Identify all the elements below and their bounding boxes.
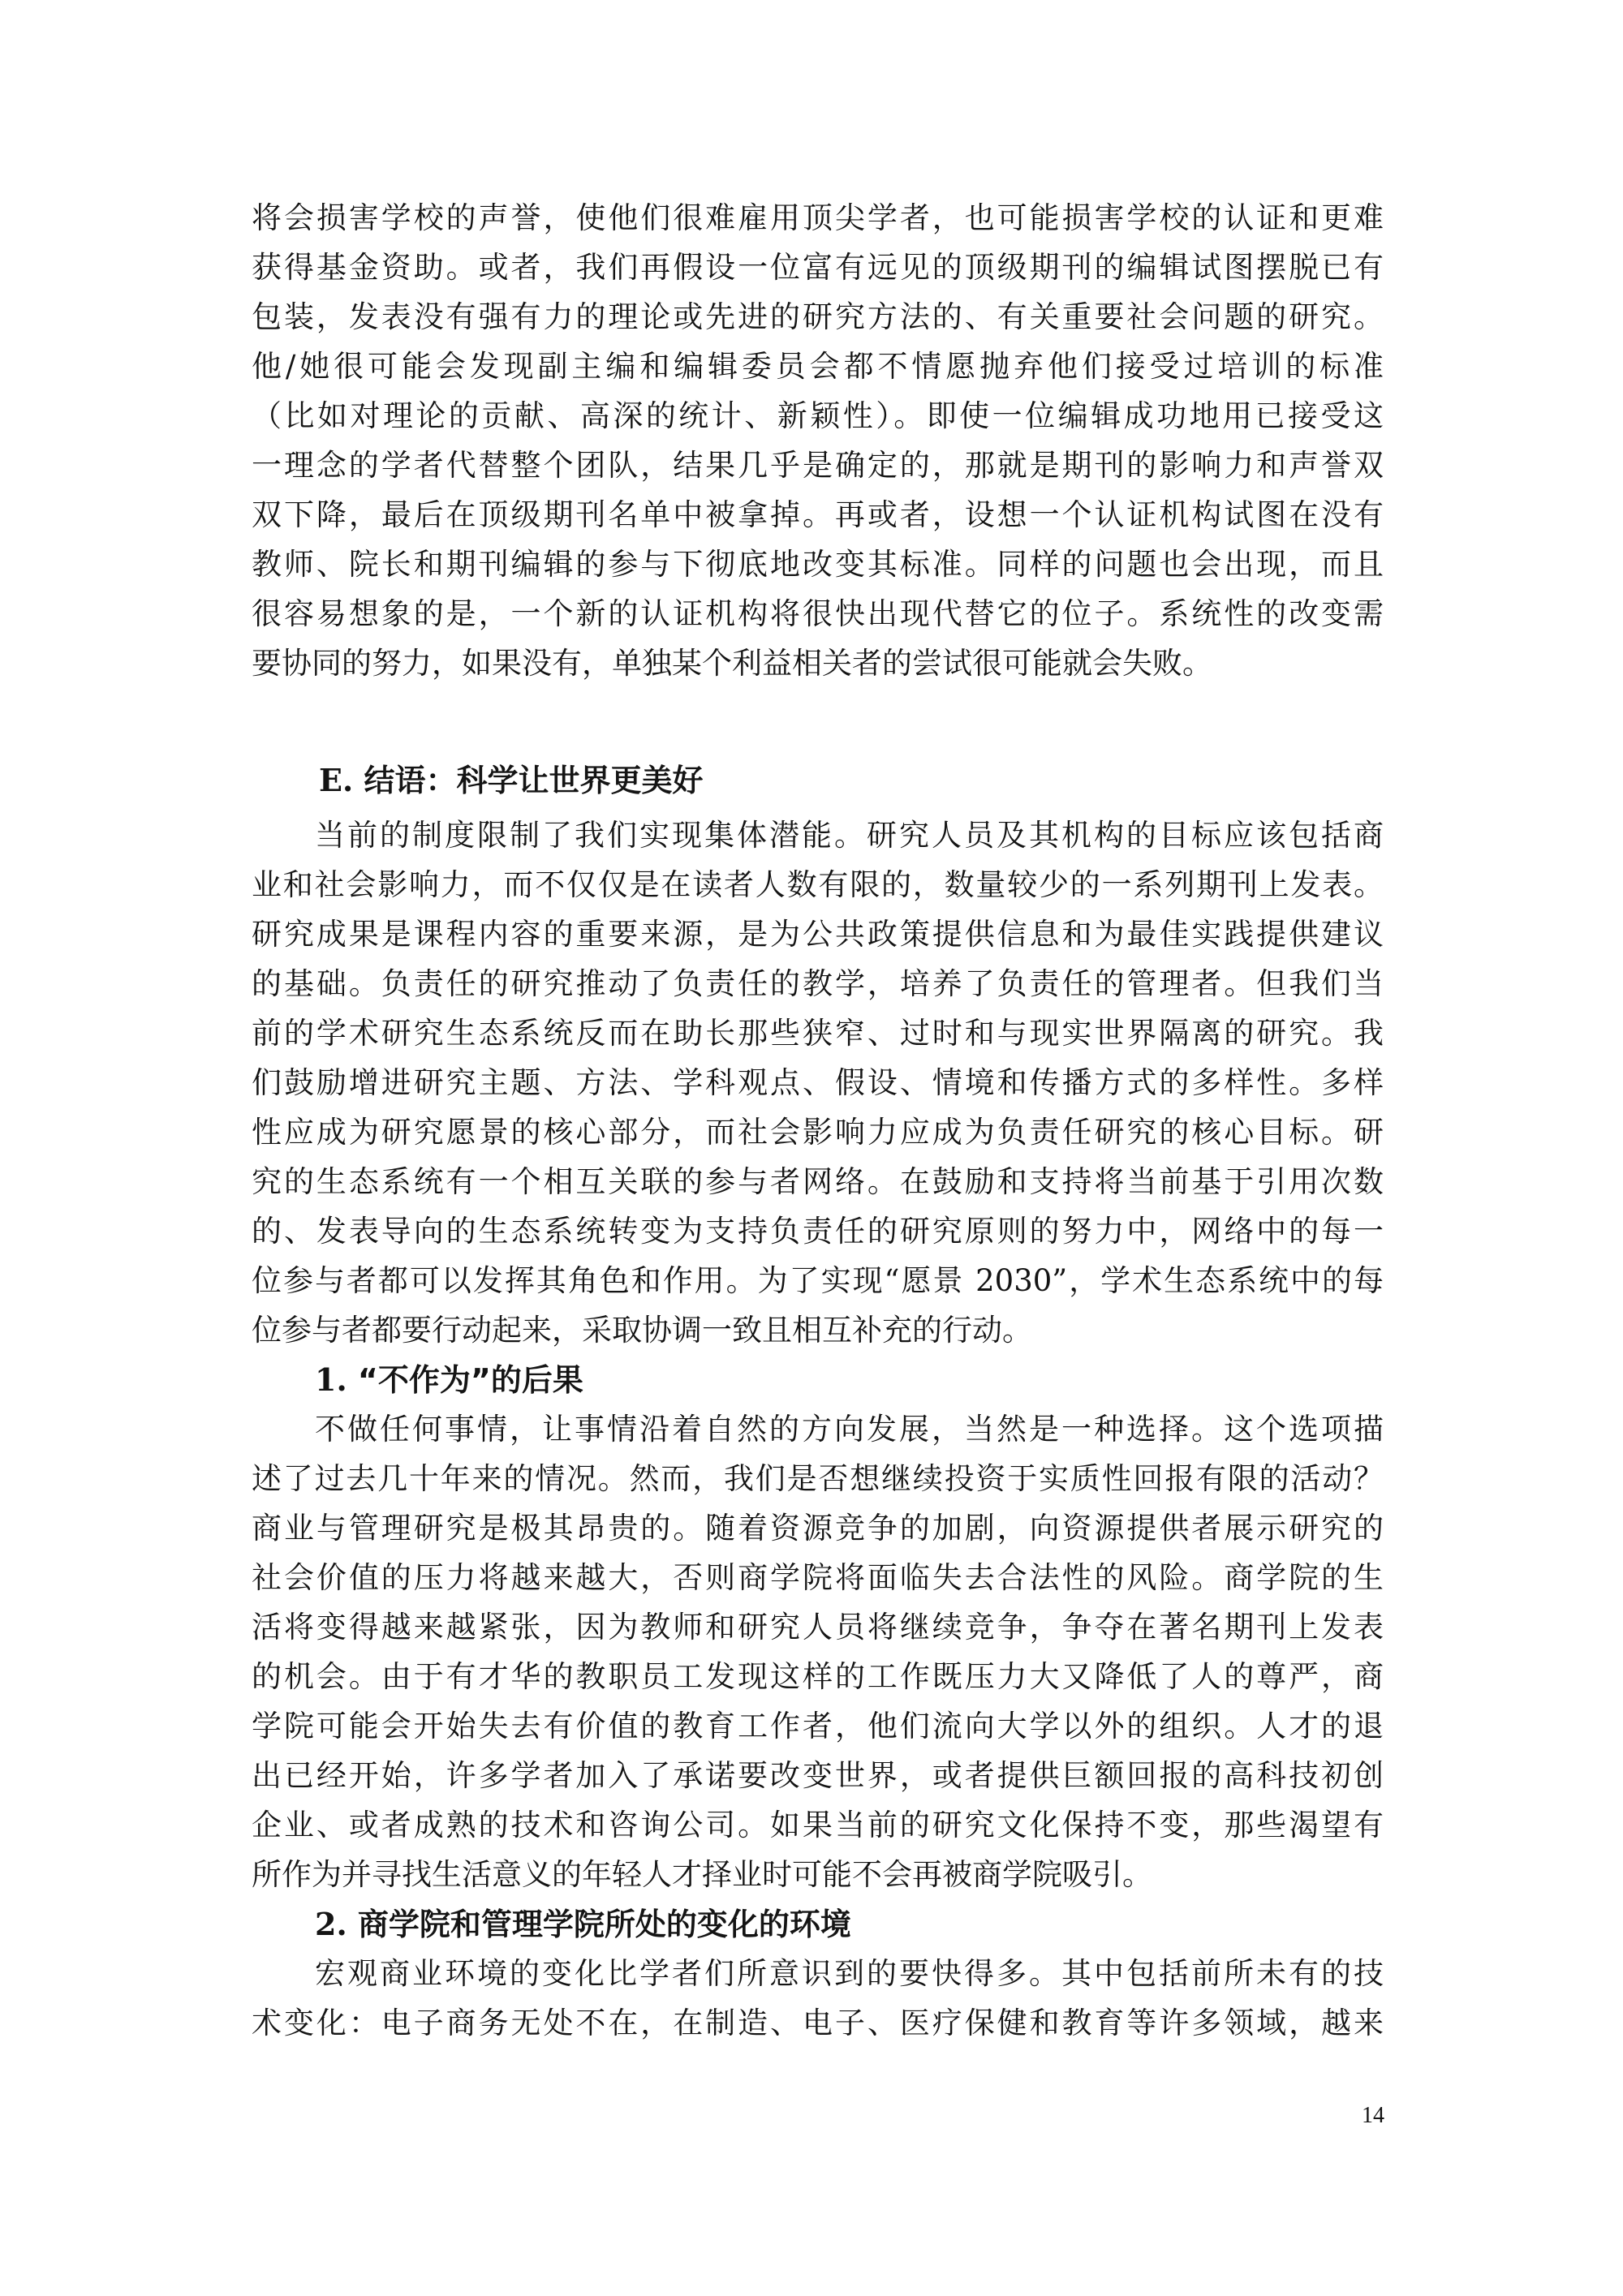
- section-title: 结语：科学让世界更美好: [364, 763, 704, 798]
- text-line: 学院可能会开始失去有价值的教育工作者，他们流向大学以外的组织。人才的退: [252, 1709, 1384, 1743]
- section-heading-e: [319, 756, 703, 805]
- text-line: 研究成果是课程内容的重要来源，是为公共政策提供信息和为最佳实践提供建议: [252, 917, 1384, 952]
- text-line: 业和社会影响力，而不仅仅是在读者人数有限的，数量较少的一系列期刊上发表。: [252, 867, 1384, 902]
- text-line: 述了过去几十年来的情况。然而，我们是否想继续投资于实质性回报有限的活动？: [252, 1461, 1384, 1496]
- text-line: 位参与者都要行动起来，采取协调一致且相互补充的行动。: [252, 1313, 1032, 1348]
- subsection-title: 商学院和管理学院所处的变化的环境: [357, 1907, 851, 1942]
- text-line: 术变化：电子商务无处不在，在制造、电子、医疗保健和教育等许多领域，越来: [252, 2006, 1384, 2040]
- text-line: 究的生态系统有一个相互关联的参与者网络。在鼓励和支持将当前基于引用次数: [252, 1164, 1384, 1199]
- text-line: 位参与者都可以发挥其角色和作用。为了实现“愿景 2030”，学术生态系统中的每: [252, 1263, 1384, 1298]
- subsection-number: 1.: [315, 1361, 347, 1398]
- text-line: 出已经开始，许多学者加入了承诺要改变世界，或者提供巨额回报的高科技初创: [252, 1758, 1384, 1793]
- text-line: 不做任何事情，让事情沿着自然的方向发展，当然是一种选择。这个选项描: [315, 1412, 1384, 1447]
- text-line: 企业、或者成熟的技术和咨询公司。如果当前的研究文化保持不变，那些渴望有: [252, 1808, 1384, 1842]
- text-line: 所作为并寻找生活意义的年轻人才择业时可能不会再被商学院吸引。: [252, 1857, 1152, 1892]
- text-line: 宏观商业环境的变化比学者们所意识到的要快得多。其中包括前所未有的技: [315, 1956, 1384, 1991]
- text-line: 获得基金资助。或者，我们再假设一位富有远见的顶级期刊的编辑试图摆脱已有: [252, 250, 1384, 285]
- subsection-heading-2: [315, 1900, 851, 1949]
- text-line: 将会损害学校的声誉，使他们很难雇用顶尖学者，也可能损害学校的认证和更难: [252, 200, 1384, 235]
- text-line: 活将变得越来越紧张，因为教师和研究人员将继续竞争，争夺在著名期刊上发表: [252, 1610, 1384, 1645]
- text-line: （比如对理论的贡献、高深的统计、新颖性）。即使一位编辑成功地用已接受这: [252, 398, 1384, 433]
- text-line: 很容易想象的是，一个新的认证机构将很快出现代替它的位子。系统性的改变需: [252, 596, 1384, 631]
- text-line: 双下降，最后在顶级期刊名单中被拿掉。再或者，设想一个认证机构试图在没有: [252, 497, 1384, 532]
- text-line: 性应成为研究愿景的核心部分，而社会影响力应成为负责任研究的核心目标。研: [252, 1115, 1384, 1150]
- text-line: 商业与管理研究是极其昂贵的。随着资源竞争的加剧，向资源提供者展示研究的: [252, 1511, 1384, 1546]
- section-number: E.: [319, 762, 354, 798]
- text-line: 一理念的学者代替整个团队，结果几乎是确定的，那就是期刊的影响力和声誉双: [252, 448, 1384, 483]
- subsection-heading-1: [315, 1356, 583, 1404]
- text-line: 前的学术研究生态系统反而在助长那些狭窄、过时和与现实世界隔离的研究。我: [252, 1016, 1384, 1051]
- text-line: 社会价值的压力将越来越大，否则商学院将面临失去合法性的风险。商学院的生: [252, 1560, 1384, 1595]
- text-line: 他/她很可能会发现副主编和编辑委员会都不情愿抛弃他们接受过培训的标准: [252, 349, 1384, 384]
- subsection-number: 2.: [315, 1906, 347, 1942]
- text-line: 包装，发表没有强有力的理论或先进的研究方法的、有关重要社会问题的研究。: [252, 299, 1384, 334]
- text-line: 教师、院长和期刊编辑的参与下彻底地改变其标准。同样的问题也会出现，而且: [252, 547, 1384, 582]
- text-line: 的基础。负责任的研究推动了负责任的教学，培养了负责任的管理者。但我们当: [252, 966, 1384, 1001]
- text-line: 的、发表导向的生态系统转变为支持负责任的研究原则的努力中，网络中的每一: [252, 1214, 1384, 1249]
- text-line: 的机会。由于有才华的教职员工发现这样的工作既压力大又降低了人的尊严，商: [252, 1659, 1384, 1694]
- subsection-title: “不作为”的后果: [357, 1362, 583, 1398]
- text-line: 要协同的努力，如果没有，单独某个利益相关者的尝试很可能就会失败。: [252, 646, 1212, 681]
- text-line: 们鼓励增进研究主题、方法、学科观点、假设、情境和传播方式的多样性。多样: [252, 1065, 1384, 1100]
- page-number: 14: [1362, 2103, 1384, 2128]
- text-line: 当前的制度限制了我们实现集体潜能。研究人员及其机构的目标应该包括商: [315, 818, 1384, 853]
